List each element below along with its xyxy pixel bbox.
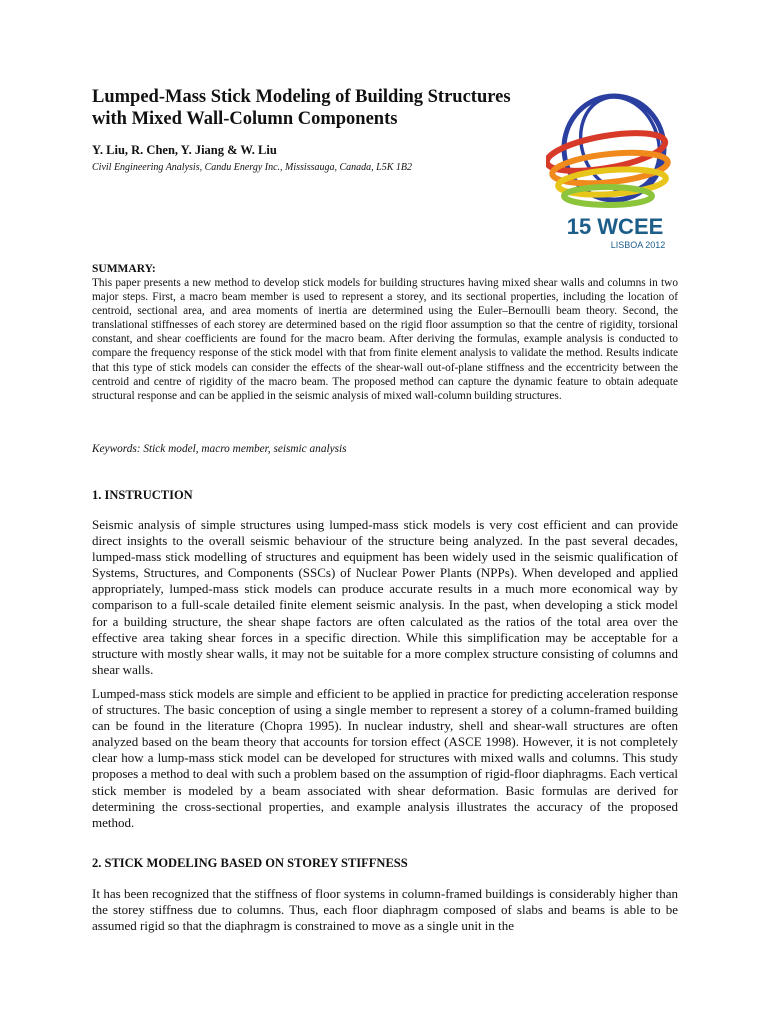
section-heading-1: 1. INSTRUCTION (92, 488, 193, 502)
conference-logo (546, 92, 684, 252)
summary-block (92, 262, 678, 403)
author-affiliation: Civil Engineering Analysis, Candu Energy Inc., Mississauga, Canada, L5K 1B2 (92, 162, 412, 173)
body-paragraph: It has been recognized that the stiffness of floor systems in column-framed buildings is considerably higher than the storey stiffness due to columns. Thus, each floor diaphragm composed of slabs and beams is able to be assumed rigid so that the diaphragm is constrained to move as a single unit in the (92, 886, 678, 934)
logo-subtext: LISBOA 2012 (610, 240, 666, 250)
section-heading-2: 2. STICK MODELING BASED ON STOREY STIFFNESS (92, 856, 408, 870)
paper-authors: Y. Liu, R. Chen, Y. Jiang & W. Liu (92, 143, 277, 157)
logo-text: 15 WCEE (566, 214, 664, 239)
body-paragraph: Lumped-mass stick models are simple and efficient to be applied in practice for predicting acceleration response of structures. The basic conception of using a single member to represent a storey of a column-framed building can be found in the literature (Chopra 1995). In nuclear industry, shell and shear-wall structures are often analyzed based on the beam theory that accounts for torsion effect (ASCE 1998). However, it is not completely clear how a lump-mass stick model can be developed for structures with mixed walls and columns. This study proposes a method to deal with such a problem based on the assumption of rigid-floor diaphragms. Each vertical stick member is modeled by a beam associated with shear deformation. Basic formulas are derived for determining the cross-sectional properties, and example analysis illustrates the accuracy of the proposed method. (92, 686, 678, 830)
paper-title: Lumped-Mass Stick Modeling of Building Structures with Mixed Wall-Column Components (92, 87, 511, 129)
logo-globe-icon (546, 92, 672, 205)
summary-text: This paper presents a new method to develop stick models for building structures having mixed shear walls and columns in two major steps. First, a macro beam member is used to represent a storey, and its sectional properties, including the location of centroid, sectional area, and area moments of inertia are determined using the Euler–Bernoulli beam theory. Second, the translational stiffnesses of each storey are determined based on the rigid floor assumption so that the centre of rigidity, torsional constant, and shear coefficients are found for the macro beam. After deriving the formulas, example analysis is conducted to compare the frequency response of the stick model with that from finite element analysis to validate the method. Results indicate that this type of stick models can consider the effects of the shear-wall out-of-plane stiffness and the eccentricity between the centroid and centre of rigidity of the macro beam. The proposed method can capture the dynamic feature to obtain adequate structural response and can be applied in the seismic analysis of mixed wall-column building structures. (92, 277, 678, 402)
keywords: Keywords: Stick model, macro member, seismic analysis (92, 443, 347, 455)
summary-heading: SUMMARY: (92, 263, 156, 275)
body-paragraph: Seismic analysis of simple structures using lumped-mass stick models is very cost efficient and can provide direct insights to the overall seismic behaviour of the structure being analyzed. In the past several decades, lumped-mass stick modelling of structures and equipment has been widely used in the seismic qualification of Systems, Structures, and Components (SSCs) of Nuclear Power Plants (NPPs). When developed and applied appropriately, lumped-mass stick models can produce accurate results in a much more economical way by comparison to a full-scale detailed finite element seismic analysis. In the past, when developing a stick model for a building structure, the shear shape factors are often calculated as the ratios of the total area over the effective area taking shear forces in a specific direction. While this simplification may be acceptable for a structure with mostly shear walls, it may not be suitable for a more complex structure consisting of columns and shear walls. (92, 517, 678, 677)
